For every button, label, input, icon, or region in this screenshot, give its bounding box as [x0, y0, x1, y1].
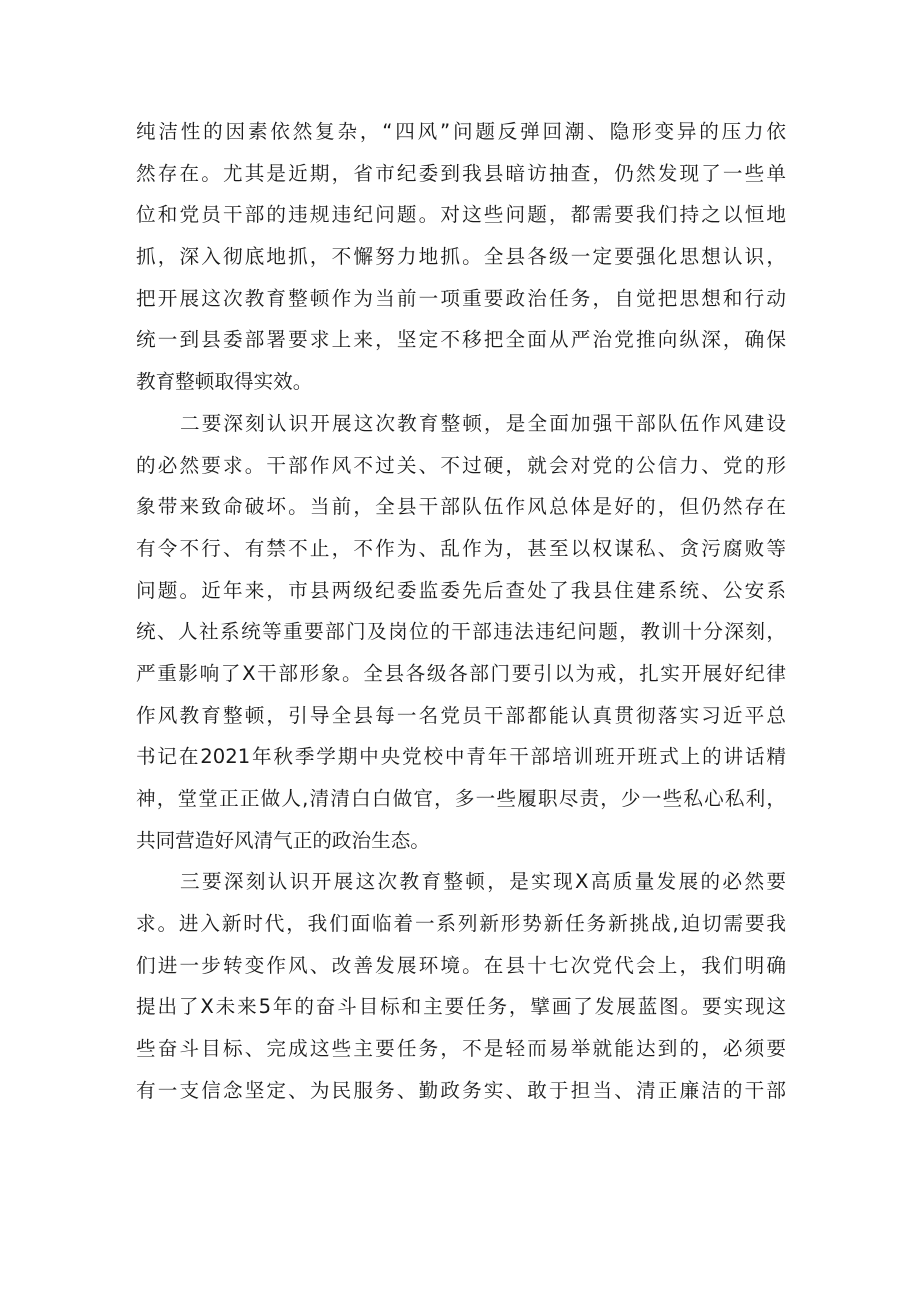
text-line: 们进一步转变作风、改善发展环境。在县十七次党代会上，我们明确	[136, 953, 786, 977]
text-line: 抓，深入彻底地抓，不懈努力地抓。全县各级一定要强化思想认识，	[136, 245, 786, 269]
body-text	[136, 111, 786, 1112]
text-line: 二要深刻认识开展这次教育整顿，是全面加强干部队伍作风建设	[180, 411, 786, 435]
paragraph-2	[136, 403, 786, 862]
text-line: 共同营造好风清气正的政治生态。	[136, 828, 430, 852]
text-line: 统一到县委部署要求上来，坚定不移把全面从严治党推向纵深，确保	[136, 328, 786, 352]
text-line: 严重影响了X干部形象。全县各级各部门要引以为戒，扎实开展好纪律	[136, 661, 786, 685]
text-line: 书记在2021年秋季学期中央党校中青年干部培训班开班式上的讲话精	[136, 745, 786, 769]
text-line: 把开展这次教育整顿作为当前一项重要政治任务，自觉把思想和行动	[136, 286, 786, 310]
text-line: 有一支信念坚定、为民服务、勤政务实、敢于担当、清正廉洁的干部	[136, 1078, 786, 1102]
paragraph-3	[136, 861, 786, 1111]
text-line: 求。进入新时代，我们面临着一系列新形势新任务新挑战,迫切需要我	[136, 912, 786, 936]
text-line: 教育整顿取得实效。	[136, 370, 313, 394]
text-line: 些奋斗目标、完成这些主要任务，不是轻而易举就能达到的，必须要	[136, 1037, 786, 1061]
text-line: 象带来致命破坏。当前，全县干部队伍作风总体是好的，但仍然存在	[136, 495, 786, 519]
text-line: 作风教育整顿，引导全县每一名党员干部都能认真贯彻落实习近平总	[136, 703, 786, 727]
text-line: 三要深刻认识开展这次教育整顿，是实现X高质量发展的必然要	[180, 870, 786, 894]
paragraph-1	[136, 111, 786, 403]
text-line: 然存在。尤其是近期，省市纪委到我县暗访抽查，仍然发现了一些单	[136, 161, 786, 185]
text-line: 问题。近年来，市县两级纪委监委先后查处了我县住建系统、公安系	[136, 578, 786, 602]
text-line: 有令不行、有禁不止，不作为、乱作为，甚至以权谋私、贪污腐败等	[136, 536, 786, 560]
text-line: 位和党员干部的违规违纪问题。对这些问题，都需要我们持之以恒地	[136, 203, 786, 227]
text-line: 提出了X未来5年的奋斗目标和主要任务，擘画了发展蓝图。要实现这	[136, 995, 786, 1019]
text-line: 的必然要求。干部作风不过关、不过硬，就会对党的公信力、党的形	[136, 453, 786, 477]
text-line: 神，堂堂正正做人,清清白白做官，多一些履职尽责，少一些私心私利，	[136, 787, 786, 810]
text-line: 统、人社系统等重要部门及岗位的干部违法违纪问题，教训十分深刻，	[136, 620, 786, 644]
text-line: 纯洁性的因素依然复杂，“四风”问题反弹回潮、隐形变异的压力依	[136, 120, 786, 143]
